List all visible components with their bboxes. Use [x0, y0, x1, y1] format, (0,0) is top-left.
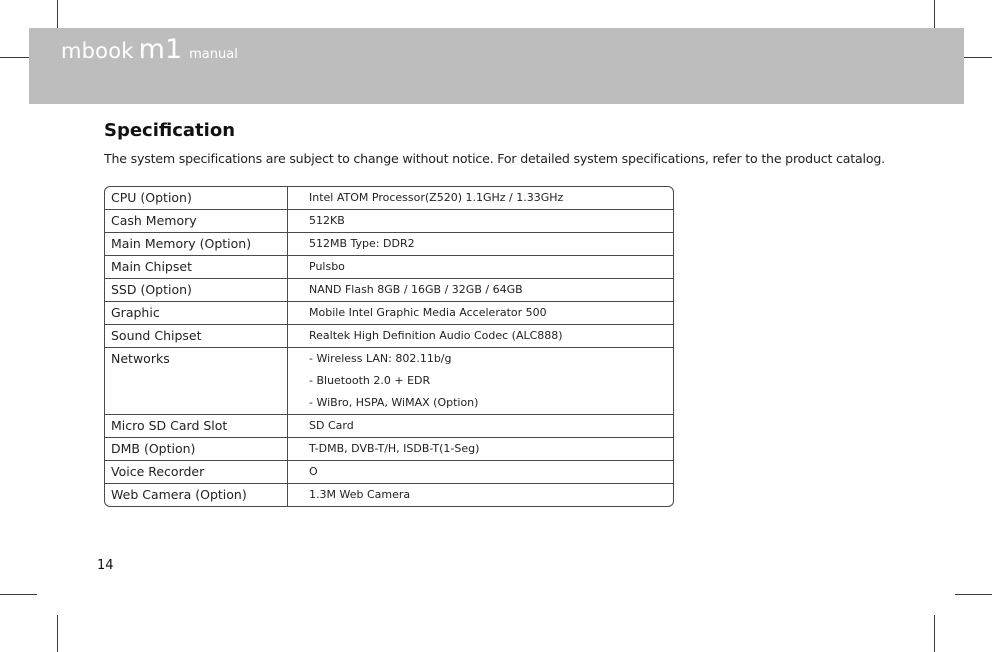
spec-label: Main Memory (Option) — [105, 233, 288, 255]
table-row — [105, 347, 673, 414]
spec-value — [288, 438, 673, 460]
spec-value — [288, 187, 673, 209]
spec-value — [288, 210, 673, 232]
spec-value-line: Realtek High Definition Audio Codec (ALC888) — [309, 329, 563, 342]
spec-value — [288, 461, 673, 483]
brand-name: mbook — [61, 39, 134, 63]
spec-value — [288, 348, 673, 414]
spec-value-line: O — [309, 465, 318, 478]
crop-mark-bottom-right-horizontal — [955, 594, 992, 595]
crop-mark-bottom-left-vertical — [57, 615, 58, 652]
spec-label: Graphic — [105, 302, 288, 324]
table-row — [105, 483, 673, 506]
spec-label: Networks — [105, 348, 288, 414]
brand-logo — [61, 34, 238, 65]
brand-model: m1 — [138, 34, 183, 65]
intro-text: The system specifications are subject to change without notice. For detailed system specifications, refer to the product catalog. — [104, 151, 885, 166]
spec-label: Main Chipset — [105, 256, 288, 278]
spec-value-line: T-DMB, DVB-T/H, ISDB-T(1-Seg) — [309, 442, 480, 455]
spec-label: SSD (Option) — [105, 279, 288, 301]
spec-value-line: Mobile Intel Graphic Media Accelerator 500 — [309, 306, 547, 319]
spec-value-line: SD Card — [309, 419, 354, 432]
spec-label: Cash Memory — [105, 210, 288, 232]
spec-value-line: Pulsbo — [309, 260, 345, 273]
spec-value — [288, 279, 673, 301]
crop-mark-bottom-right-vertical — [934, 615, 935, 652]
table-row — [105, 324, 673, 347]
table-row — [105, 460, 673, 483]
spec-value-line: 1.3M Web Camera — [309, 488, 411, 501]
spec-value — [288, 256, 673, 278]
table-row — [105, 301, 673, 324]
table-row — [105, 437, 673, 460]
spec-table — [104, 186, 674, 507]
table-row — [105, 232, 673, 255]
spec-value-line: - Bluetooth 2.0 + EDR — [309, 374, 431, 387]
spec-value — [288, 325, 673, 347]
table-row — [105, 209, 673, 232]
brand-suffix: manual — [189, 47, 238, 62]
spec-label: Web Camera (Option) — [105, 484, 288, 506]
spec-value — [288, 233, 673, 255]
table-row — [105, 255, 673, 278]
table-row — [105, 278, 673, 301]
spec-label: Sound Chipset — [105, 325, 288, 347]
spec-label: Micro SD Card Slot — [105, 415, 288, 437]
page-number: 14 — [97, 558, 114, 573]
page-title: Specification — [104, 120, 236, 141]
spec-value — [288, 415, 673, 437]
spec-value-line: - Wireless LAN: 802.11b/g — [309, 352, 452, 365]
spec-value-line: 512KB — [309, 214, 345, 227]
spec-label: DMB (Option) — [105, 438, 288, 460]
spec-value — [288, 302, 673, 324]
spec-value-line: Intel ATOM Processor(Z520) 1.1GHz / 1.33GHz — [309, 191, 564, 204]
table-row — [105, 414, 673, 437]
spec-value-line: 512MB Type: DDR2 — [309, 237, 415, 250]
spec-label: CPU (Option) — [105, 187, 288, 209]
spec-value-line: - WiBro, HSPA, WiMAX (Option) — [309, 396, 479, 409]
crop-mark-bottom-left-horizontal — [0, 594, 37, 595]
spec-value — [288, 484, 673, 506]
spec-value-line: NAND Flash 8GB / 16GB / 32GB / 64GB — [309, 283, 523, 296]
spec-label: Voice Recorder — [105, 461, 288, 483]
table-row — [105, 187, 673, 209]
